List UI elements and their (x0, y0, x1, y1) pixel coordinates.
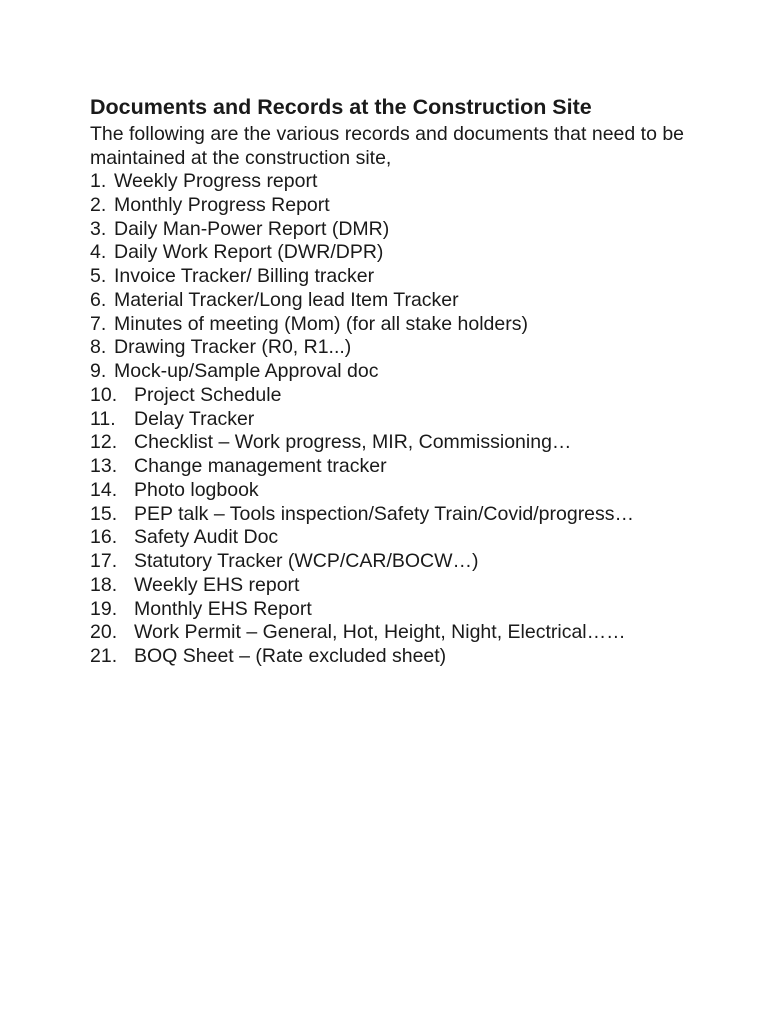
list-item (90, 645, 710, 669)
list-item (90, 360, 710, 384)
list-item (90, 550, 710, 574)
list-item-text: Material Tracker/Long lead Item Tracker (114, 288, 459, 311)
list-item-text: Change management tracker (134, 455, 387, 477)
list-item-number: 5. (90, 265, 107, 287)
list-item-text: Daily Work Report (DWR/DPR) (114, 241, 384, 264)
list-item (90, 526, 710, 550)
list-item (90, 313, 710, 337)
list-item (90, 621, 710, 645)
list-item-text: Weekly EHS report (134, 573, 300, 596)
list-item-number: 6. (90, 288, 107, 311)
list-item-text: Weekly Progress report (114, 170, 318, 192)
list-item-text: Work Permit – General, Hot, Height, Night, Electrical…… (134, 621, 626, 644)
list-item-number: 20. (90, 621, 118, 644)
list-item-number: 19. (90, 597, 118, 620)
list-item-text: Project Schedule (134, 383, 282, 406)
list-item (90, 218, 710, 242)
list-item (90, 241, 710, 265)
list-item-text: Safety Audit Doc (134, 526, 279, 549)
list-item-text: Daily Man-Power Report (DMR) (114, 217, 390, 240)
document-page (90, 92, 710, 669)
list-item-number: 21. (90, 645, 118, 667)
list-item-number: 3. (90, 217, 107, 240)
list-item (90, 503, 710, 527)
list-item-text: Delay Tracker (134, 407, 255, 430)
list-item (90, 408, 710, 432)
list-item (90, 479, 710, 503)
list-item-text: Checklist – Work progress, MIR, Commissioning… (134, 431, 572, 454)
list-item-number: 1. (90, 170, 107, 192)
list-item (90, 431, 710, 455)
list-item-number: 9. (90, 360, 107, 382)
list-item-number: 4. (90, 241, 107, 264)
list-item (90, 574, 710, 598)
list-item-text: Monthly Progress Report (114, 193, 330, 216)
list-item-text: Invoice Tracker/ Billing tracker (114, 265, 375, 287)
list-item-number: 17. (90, 550, 118, 572)
list-item (90, 384, 710, 408)
list-item-number: 15. (90, 502, 118, 525)
list-item (90, 170, 710, 194)
list-item-number: 16. (90, 526, 118, 549)
list-item-number: 12. (90, 431, 118, 454)
list-item-text: Mock-up/Sample Approval doc (114, 360, 379, 382)
list-item-text: Statutory Tracker (WCP/CAR/BOCW…) (134, 550, 479, 572)
list-item (90, 289, 710, 313)
list-item-text: Drawing Tracker (R0, R1...) (114, 336, 352, 359)
list-item-number: 13. (90, 455, 118, 477)
list-item-number: 2. (90, 193, 107, 216)
list-item-number: 14. (90, 478, 118, 501)
list-item (90, 194, 710, 218)
list-item-number: 11. (90, 407, 116, 430)
list-item (90, 265, 710, 289)
list-item-number: 10. (90, 383, 118, 406)
document-title: Documents and Records at the Construction Site (90, 95, 592, 119)
list-item-number: 8. (90, 336, 107, 359)
list-item-text: Photo logbook (134, 478, 259, 501)
list-item-text: Minutes of meeting (Mom) (for all stake holders) (114, 312, 528, 335)
list-item-number: 7. (90, 312, 107, 335)
list-item-number: 18. (90, 573, 118, 596)
list-item-text: PEP talk – Tools inspection/Safety Train/Covid/progress… (134, 502, 635, 525)
list-item (90, 455, 710, 479)
records-list (90, 170, 710, 669)
list-item-text: Monthly EHS Report (134, 597, 312, 620)
intro-paragraph: The following are the various records and documents that need to be maintained at the construction site, (90, 123, 685, 169)
list-item (90, 598, 710, 622)
list-item (90, 336, 710, 360)
list-item-text: BOQ Sheet – (Rate excluded sheet) (134, 645, 447, 667)
